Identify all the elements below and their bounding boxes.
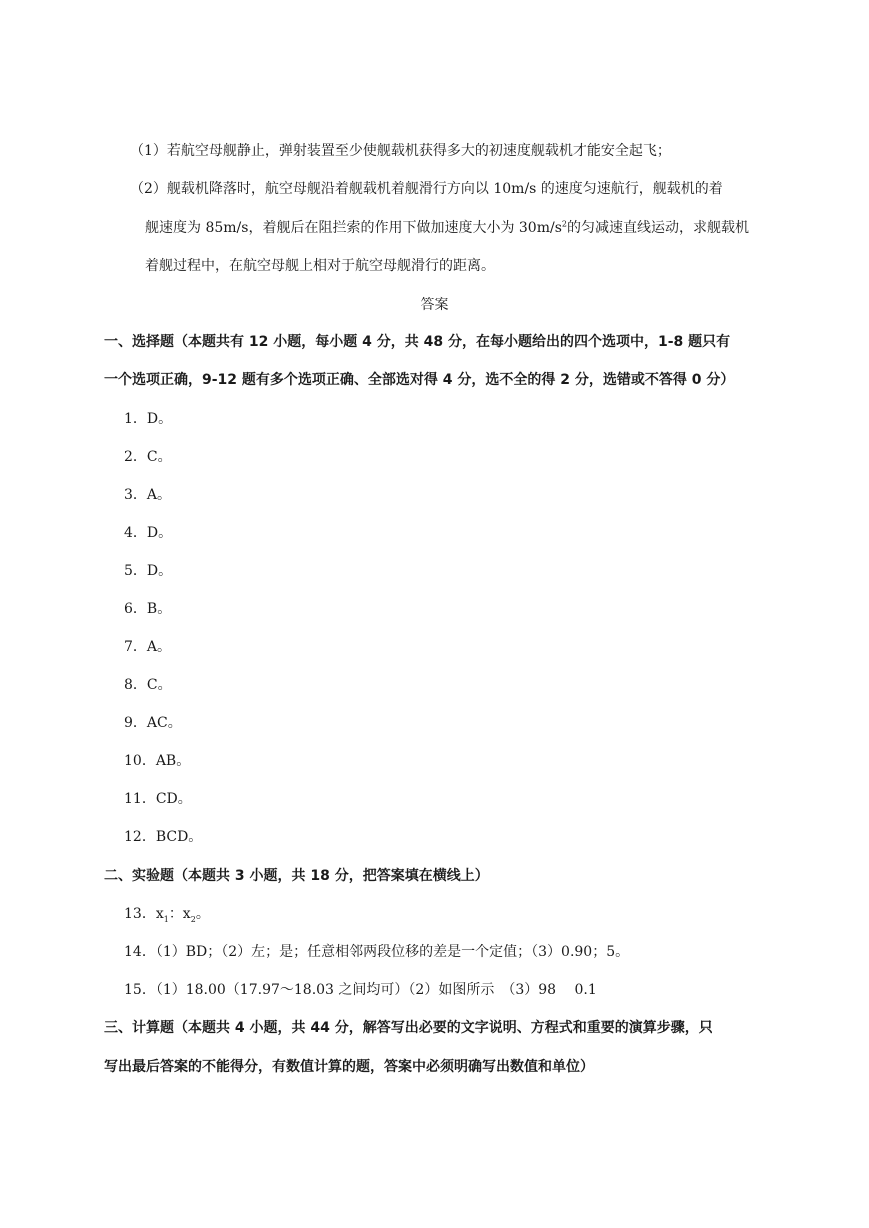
- problem-q2-line1: （2）舰载机降落时，航空母舰沿着舰载机着舰滑行方向以 10m/s 的速度匀速航行，舰载机的着: [130, 181, 723, 197]
- answer-13: [124, 904, 210, 924]
- problem-q2-line2: [145, 218, 749, 238]
- answer-item: 11．CD。: [124, 791, 192, 807]
- answer-14: 14．（1）BD；（2）左；是；任意相邻两段位移的差是一个定值；（3）0.90；5。: [124, 944, 630, 960]
- answer-item: 7．A。: [124, 639, 172, 655]
- problem-q1: （1）若航空母舰静止，弹射装置至少使舰载机获得多大的初速度舰载机才能安全起飞；: [130, 143, 671, 159]
- answer-item: 9．AC。: [124, 715, 182, 731]
- problem-q2-line3: 着舰过程中，在航空母舰上相对于航空母舰滑行的距离。: [145, 258, 495, 274]
- answer-13-sub2: 2: [190, 914, 196, 924]
- answer-13-prefix: 13．x: [124, 906, 164, 922]
- answer-item: 4．D。: [124, 525, 173, 541]
- section3-heading-line2: 写出最后答案的不能得分，有数值计算的题，答案中必须明确写出数值和单位）: [104, 1059, 594, 1075]
- answer-item: 12．BCD。: [124, 829, 203, 845]
- answer-item: 6．B。: [124, 601, 172, 617]
- answer-13-suffix: 。: [195, 906, 210, 922]
- answer-item: 10．AB。: [124, 753, 191, 769]
- section3-heading-line1: 三、计算题（本题共 4 小题，共 44 分，解答写出必要的文字说明、方程式和重要的演算步骤，只: [104, 1020, 713, 1036]
- section2-heading: 二、实验题（本题共 3 小题，共 18 分，把答案填在横线上）: [104, 868, 489, 884]
- answer-item: 3．A。: [124, 487, 172, 503]
- section1-heading-line1: 一、选择题（本题共有 12 小题，每小题 4 分，共 48 分，在每小题给出的四个选项中，1-8 题只有: [104, 334, 731, 350]
- answer-item: 2．C。: [124, 449, 172, 465]
- problem-q2-line2-text-a: 舰速度为 85m/s，着舰后在阻拦索的作用下做加速度大小为 30m/s: [145, 220, 562, 236]
- answer-15: 15．（1）18.00（17.97～18.03 之间均可）（2）如图所示 （3）98 0.1: [124, 982, 597, 998]
- answer-title: 答案: [420, 297, 449, 313]
- answer-item: 5．D。: [124, 563, 173, 579]
- problem-q2-superscript: 2: [561, 219, 567, 229]
- answer-13-mid: ：x: [168, 906, 191, 922]
- problem-q2-line2-text-b: 的匀减速直线运动，求舰载机: [566, 220, 749, 236]
- section1-heading-line2: 一个选项正确，9-12 题有多个选项正确、全部选对得 4 分，选不全的得 2 分，选错或不答得 0 分）: [104, 372, 735, 388]
- answer-item: 8．C。: [124, 677, 172, 693]
- answer-13-sub1: 1: [163, 914, 169, 924]
- answer-item: 1．D。: [124, 411, 173, 427]
